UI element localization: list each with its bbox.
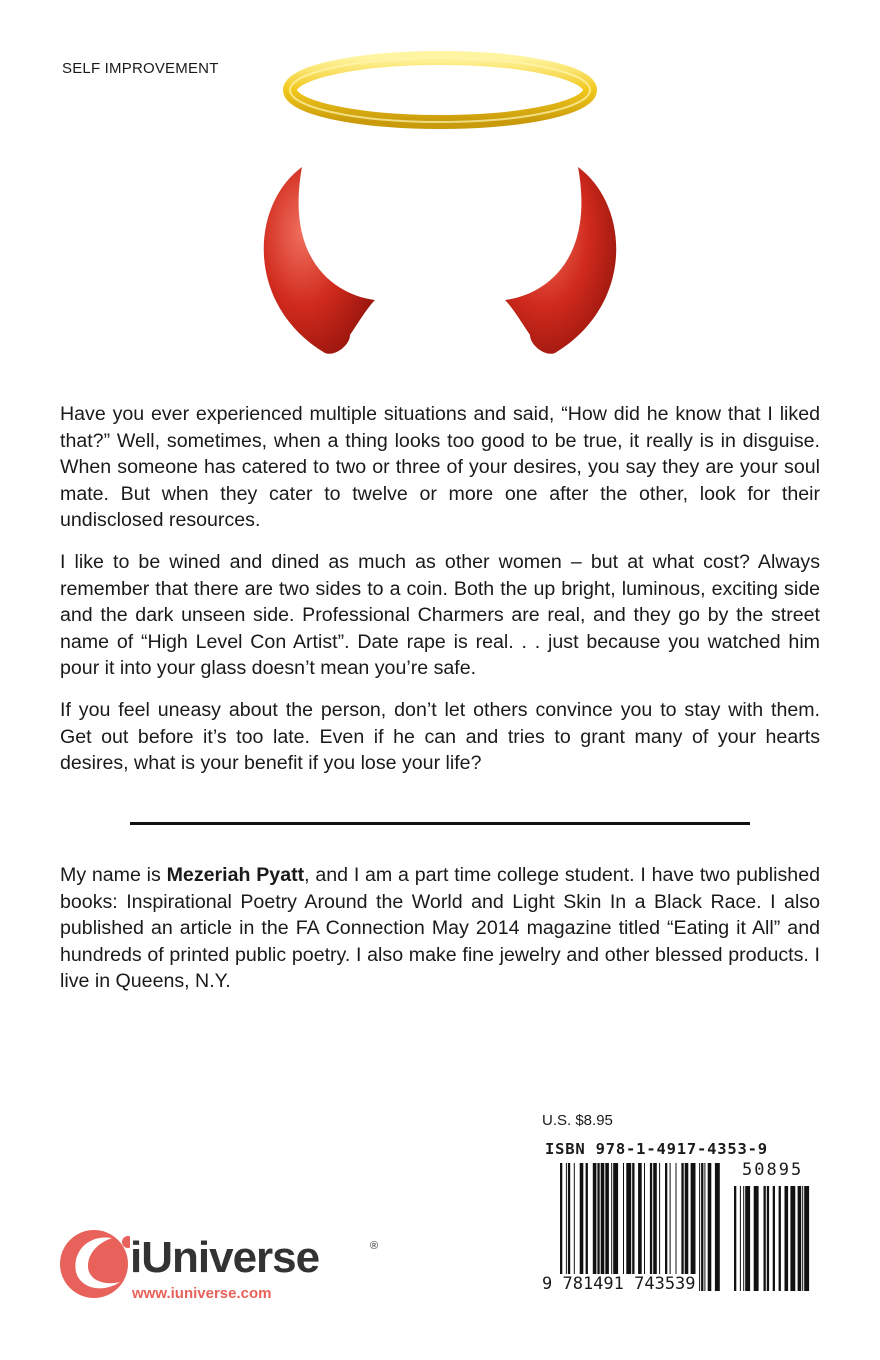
barcode-bar	[659, 1163, 660, 1291]
barcode-bar	[785, 1186, 789, 1291]
author-bio	[60, 862, 820, 1010]
bio-text: , and I am a part time college student. I have two published books: Inspirational Poetry Around the World and Light Skin In a Black Race. I also published an article in the FA Connection May 2014 magazine titled “Eating it All” and hundreds of printed public poetry. I also make fine jewelry and other blessed products. I live in Queens, N.Y.	[60, 864, 820, 993]
barcode-bar	[804, 1186, 809, 1291]
barcode-bar	[754, 1186, 759, 1291]
registered-mark: ®	[370, 1240, 379, 1252]
barcode-bar	[611, 1163, 612, 1291]
halo-icon	[290, 58, 590, 122]
barcode-bar	[691, 1163, 696, 1291]
isbn: ISBN 978-1-4917-4353-9	[545, 1140, 768, 1158]
barcode-bar	[613, 1163, 618, 1291]
barcode-bar	[638, 1163, 642, 1291]
barcode-bar	[626, 1163, 631, 1291]
barcode-bar	[699, 1163, 700, 1291]
barcode-bar	[734, 1186, 736, 1291]
bio-text: My name is	[60, 864, 167, 886]
barcode-bar	[632, 1163, 634, 1291]
barcode-bar	[764, 1186, 766, 1291]
barcode-bar	[676, 1163, 677, 1291]
barcode-bar	[743, 1186, 744, 1291]
price-addon-code: 50895	[742, 1160, 804, 1180]
barcode-bar	[653, 1163, 657, 1291]
barcode-bar	[685, 1163, 689, 1291]
barcode-bar	[568, 1163, 570, 1291]
barcode-bar	[773, 1186, 775, 1291]
price: U.S. $8.95	[542, 1112, 613, 1129]
halo-and-horns-illustration	[240, 45, 640, 365]
barcode-bar	[798, 1186, 802, 1291]
barcode-bar	[767, 1186, 769, 1291]
author-name: Mezeriah Pyatt	[166, 864, 305, 886]
barcode-bar	[650, 1163, 652, 1291]
barcode-bar	[560, 1163, 562, 1291]
publisher-url: www.iuniverse.com	[132, 1285, 272, 1302]
barcode-bar	[802, 1186, 803, 1291]
blurb-paragraph: If you feel uneasy about the person, don’t let others convince you to stay with them. Get out before it’s too late. Even if he can and tries to grant many of your hearts desires, what is your benefit if you lose your life?	[60, 698, 820, 775]
barcode-bar	[574, 1163, 575, 1291]
barcode-bar	[644, 1163, 645, 1291]
barcode-bar	[715, 1163, 720, 1291]
right-horn-icon	[505, 167, 616, 354]
blurb-paragraph: Have you ever experienced multiple situations and said, “How did he know that I liked that?” Well, sometimes, when a thing looks too good to be true, it really is in disguise. When someone has catered to two or three of your desires, you say they are your soul mate. But when they cater to twelve or more one after the other, look for their undisclosed resources.	[60, 403, 820, 532]
barcode-bar	[597, 1163, 599, 1291]
barcode-bar	[593, 1163, 597, 1291]
barcode-bar	[580, 1163, 584, 1291]
barcode-bar	[586, 1163, 588, 1291]
barcode-bar	[704, 1163, 705, 1291]
barcode-bar	[779, 1186, 781, 1291]
barcode-bar	[670, 1163, 671, 1291]
isbn-barcode	[560, 1163, 732, 1291]
barcode-bar	[701, 1163, 703, 1291]
barcode-bar	[623, 1163, 624, 1291]
ean-number: 9 781491 743539	[542, 1274, 696, 1294]
blurb	[60, 401, 820, 792]
barcode-bar	[740, 1186, 741, 1291]
divider	[130, 822, 750, 825]
iuniverse-logo-icon	[58, 1228, 130, 1300]
barcode-bar	[790, 1186, 795, 1291]
barcode-bar	[601, 1163, 605, 1291]
barcode-bar	[605, 1163, 609, 1291]
barcode-bar	[708, 1163, 712, 1291]
blurb-paragraph: I like to be wined and dined as much as other women – but at what cost? Always remember that there are two sides to a coin. Both the up bright, luminous, exciting side and the dark unseen side. Professional Charmers are real, and they go by the street name of “High Level Con Artist”. Date rape is real. . . just because you watched him pour it into your glass doesn’t mean you’re safe.	[60, 550, 820, 680]
left-horn-icon	[264, 167, 375, 354]
addon-barcode	[734, 1186, 814, 1291]
barcode-bar	[681, 1163, 683, 1291]
category-label: SELF IMPROVEMENT	[62, 60, 219, 77]
barcode-bar	[665, 1163, 667, 1291]
barcode-bar	[566, 1163, 567, 1291]
barcode-bar	[745, 1186, 750, 1291]
publisher-name: iUniverse	[130, 1233, 320, 1282]
